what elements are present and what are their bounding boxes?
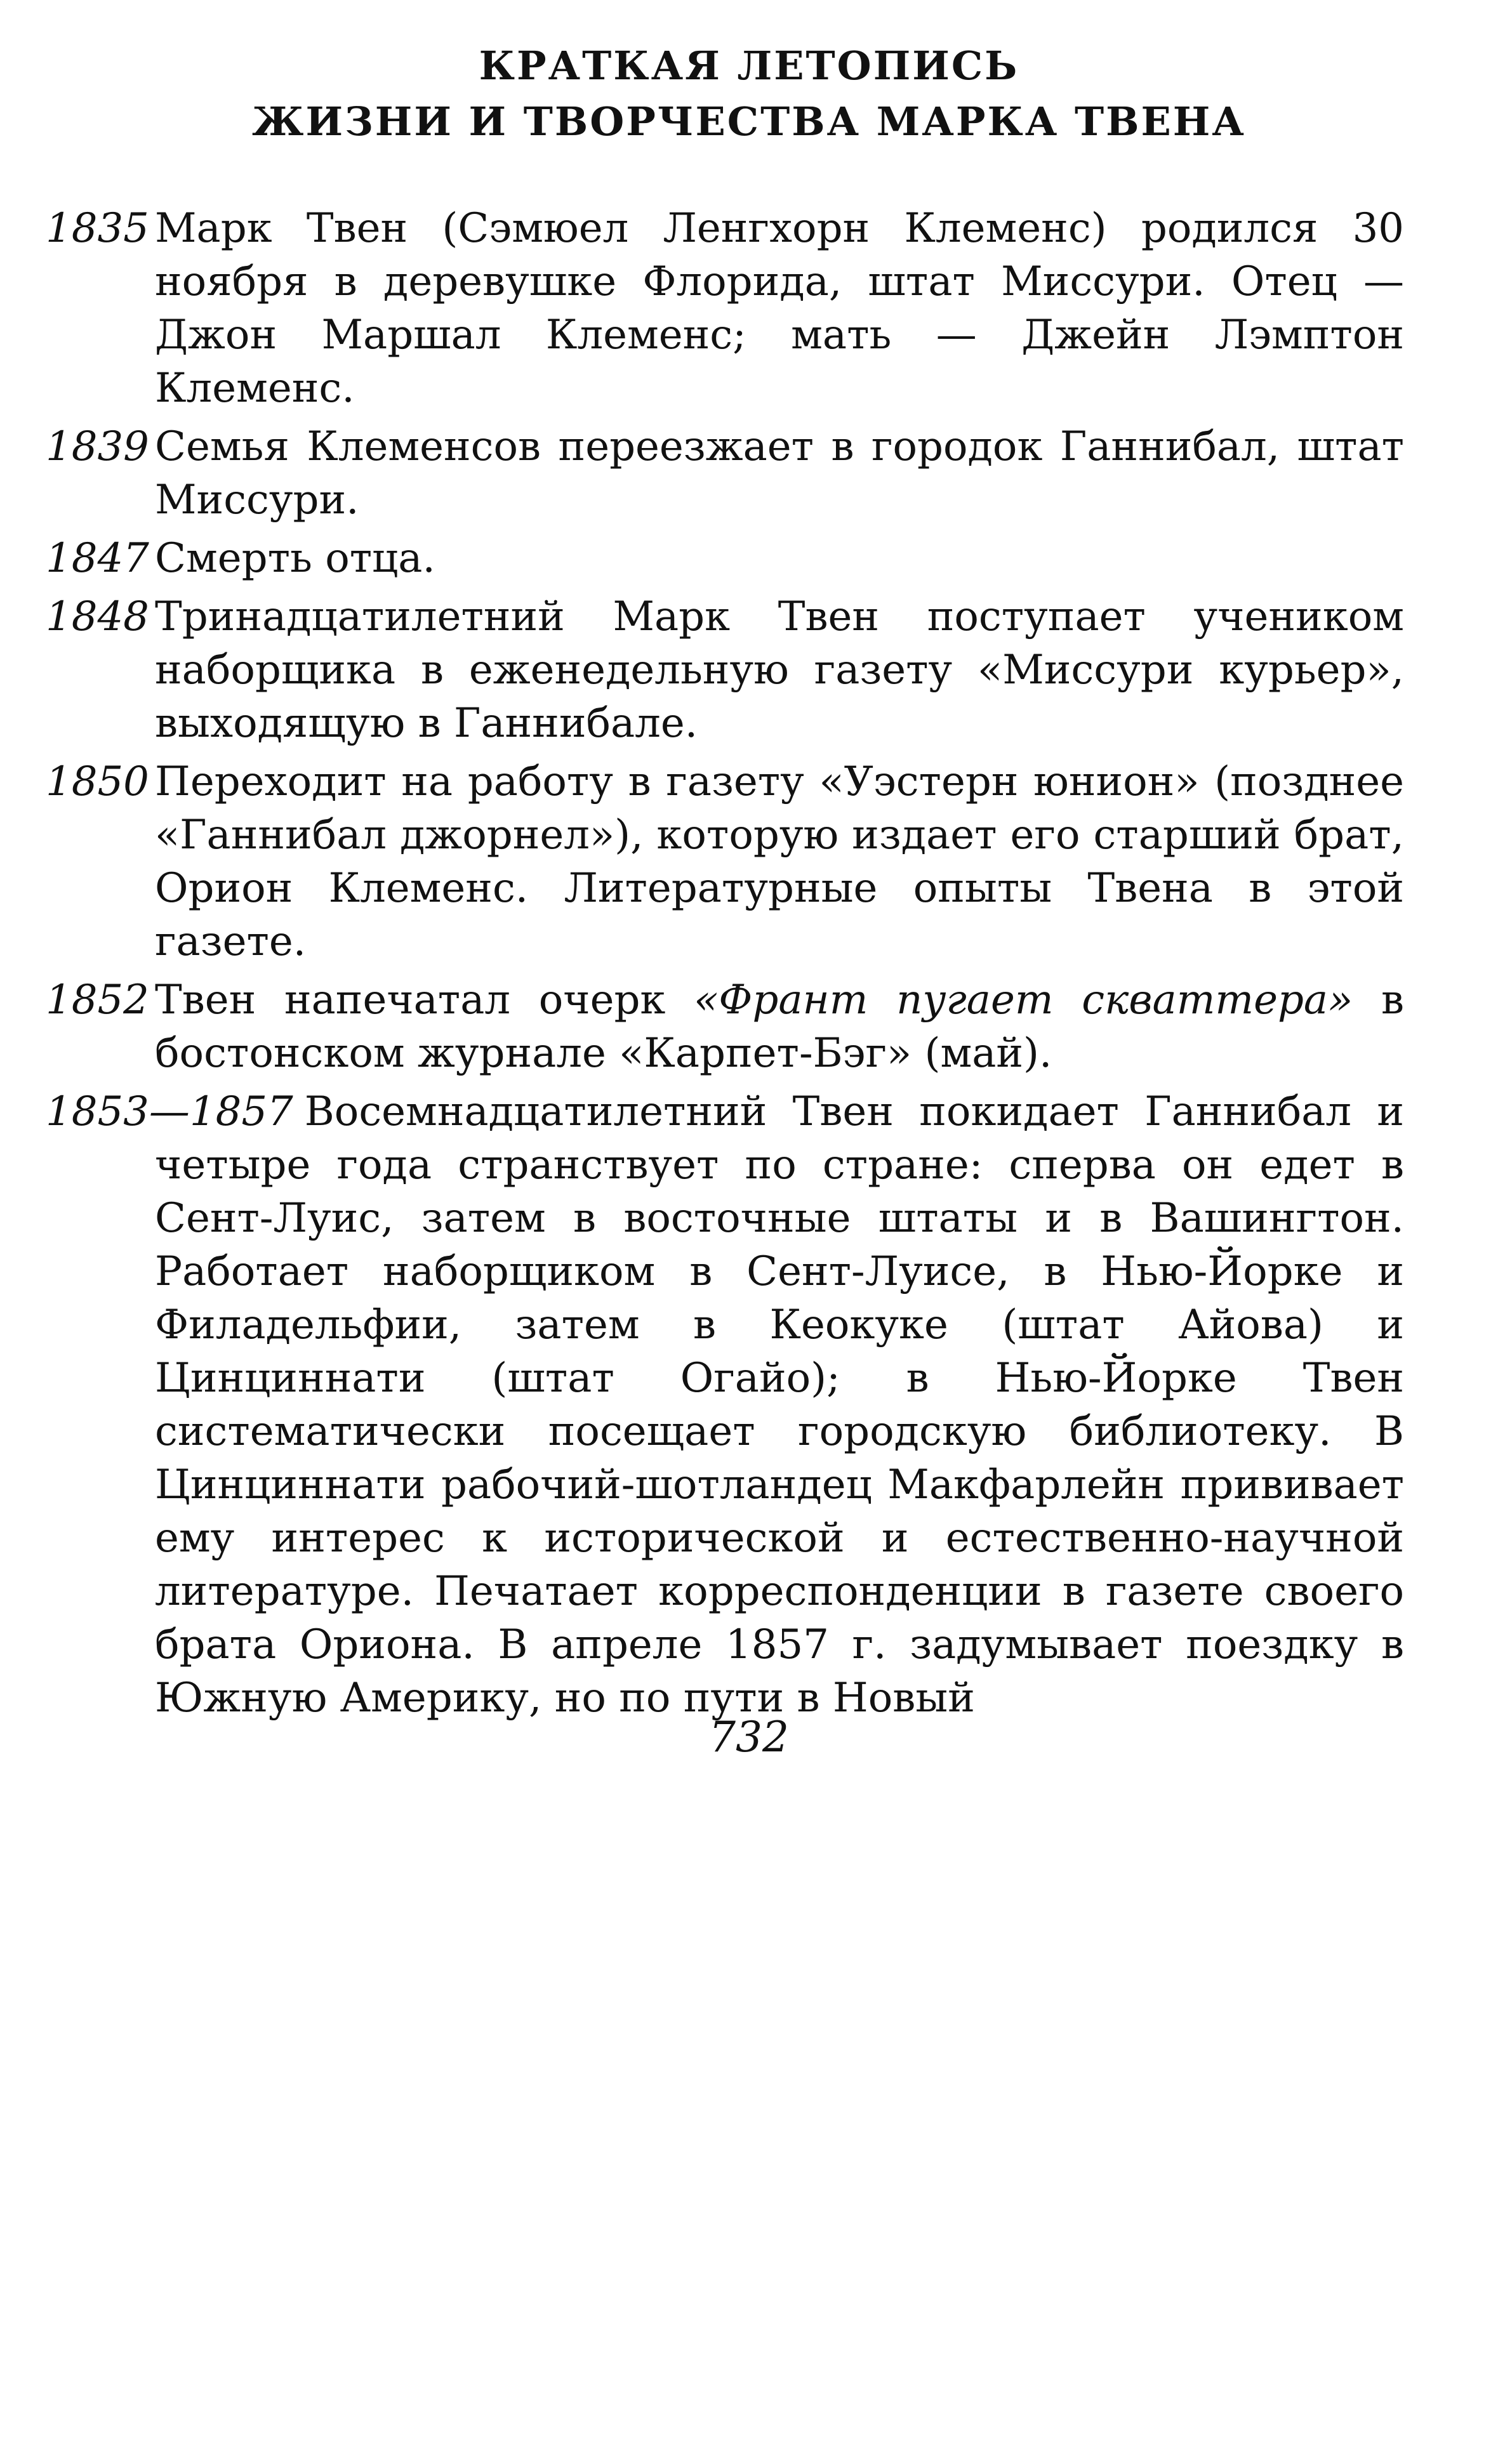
entry-year: 1835	[46, 205, 149, 252]
entry-year: 1850	[46, 758, 149, 805]
chronology-entry	[46, 532, 1404, 585]
chronology-entry	[46, 1085, 1404, 1725]
entry-year: 1852	[46, 977, 149, 1024]
page-title	[0, 38, 1498, 150]
essay-title: «Франт пугает скваттера»	[694, 977, 1353, 1024]
entry-text: Переходит на работу в газету «Уэстерн юнион» (позднее «Ганнибал джорнел»), которую издает его старший брат, Орион Клеменс. Литературные опыты Твена в этой газете.	[155, 758, 1404, 965]
chronology-entry	[46, 973, 1404, 1080]
title-line-2: ЖИЗНИ И ТВОРЧЕСТВА МАРКА ТВЕНА	[252, 98, 1246, 145]
chronology-entry	[46, 755, 1404, 968]
entry-text: Марк Твен (Сэмюел Ленгхорн Клеменс) родился 30 ноября в деревушке Флорида, штат Миссури. Отец — Джон Маршал Клеменс; мать — Джейн Лэмптон Клеменс.	[155, 205, 1404, 412]
entry-text: Семья Клеменсов переезжает в городок Ганнибал, штат Миссури.	[155, 423, 1404, 524]
chronology-list	[46, 202, 1404, 1730]
entry-text: Смерть отца.	[155, 535, 435, 582]
entry-year: 1847	[46, 535, 149, 582]
entry-year: 1839	[46, 423, 149, 470]
entry-year: 1848	[46, 593, 149, 640]
entry-text	[155, 977, 1404, 1077]
entry-text-before: Твен напечатал очерк	[155, 977, 694, 1024]
title-line-1: КРАТКАЯ ЛЕТОПИСЬ	[479, 43, 1019, 89]
chronology-entry	[46, 590, 1404, 750]
page-number: 732	[709, 1713, 789, 1762]
chronology-entry	[46, 202, 1404, 415]
entry-year: 1853—1857	[46, 1088, 293, 1135]
entry-text-after: в бостонском журнале «Карпет-Бэг» (май).	[155, 977, 1405, 1077]
entry-text: Восемнадцатилетний Твен покидает Ганнибал и четыре года странствует по стране: сперва он едет в Сент-Луис, затем в восточные штаты и в Вашингтон. Работает наборщиком в Сент-Луисе, в Нью-Йорке и Филадельфии, затем в Кеокуке (штат Айова) и Цинциннати (штат Огайо); в Нью-Йорке Твен систематически посещает городскую библиотеку. В Цинциннати рабочий-шотландец Макфарлейн прививает ему интерес к исторической и естественно-научной литературе. Печатает корреспонденции в газете своего брата Ориона. В апреле 1857 г. задумывает поездку в Южную Америку, но по пути в Новый	[155, 1088, 1404, 1722]
chronology-entry	[46, 420, 1404, 527]
entry-text: Тринадцатилетний Марк Твен поступает учеником наборщика в еженедельную газету «Миссури курьер», выходящую в Ганнибале.	[155, 593, 1404, 747]
